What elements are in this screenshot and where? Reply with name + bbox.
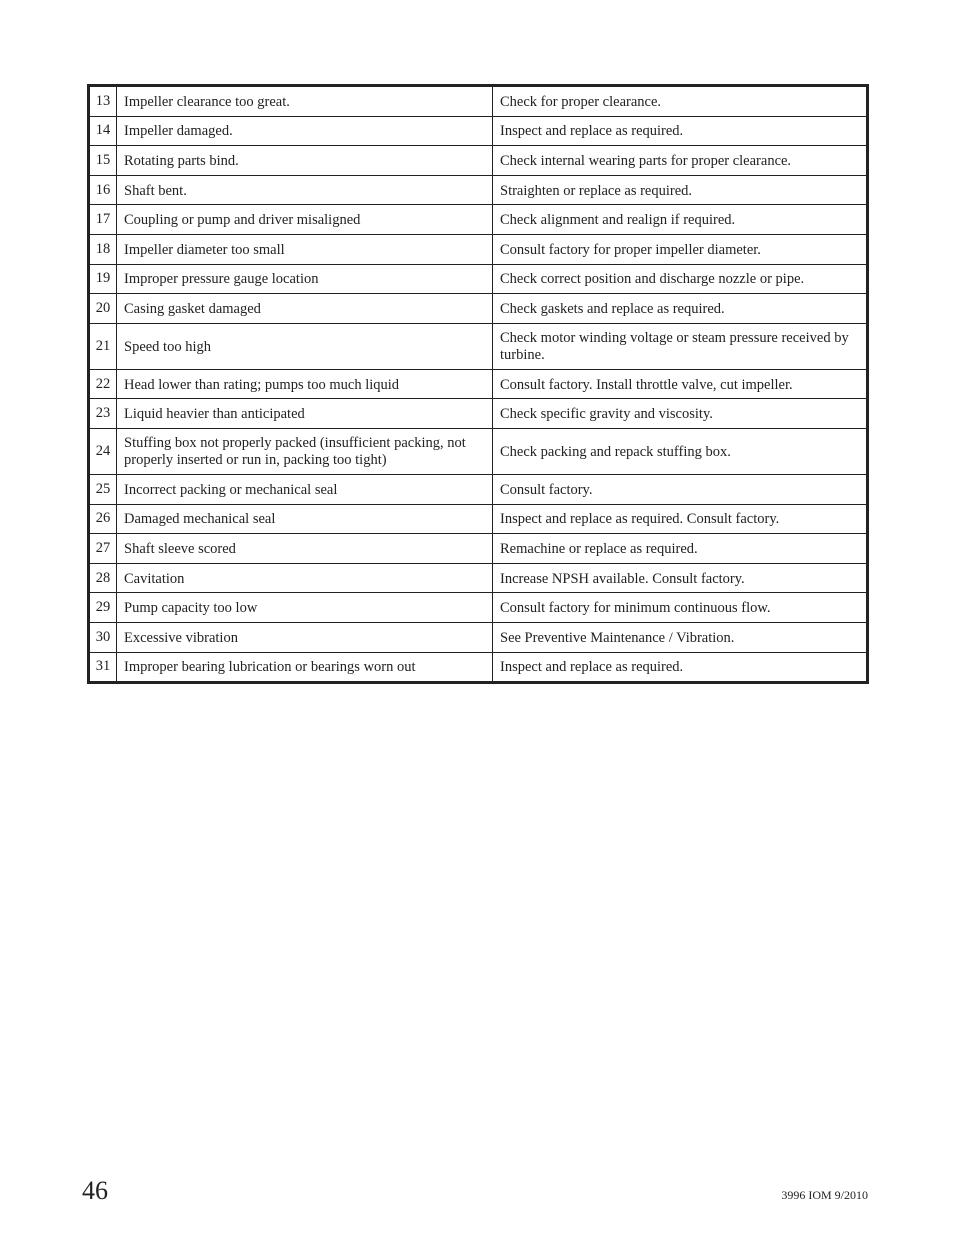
row-number: 13 <box>90 87 117 117</box>
cause-cell: Rotating parts bind. <box>117 146 493 176</box>
row-number: 31 <box>90 652 117 682</box>
cause-cell: Liquid heavier than anticipated <box>117 399 493 429</box>
remedy-cell: Check gaskets and replace as required. <box>493 294 867 324</box>
table-row <box>90 563 867 593</box>
table-row <box>90 369 867 399</box>
row-number: 23 <box>90 399 117 429</box>
cause-cell: Incorrect packing or mechanical seal <box>117 474 493 504</box>
table-row <box>90 205 867 235</box>
cause-cell: Coupling or pump and driver misaligned <box>117 205 493 235</box>
table-row <box>90 504 867 534</box>
cause-cell: Casing gasket damaged <box>117 294 493 324</box>
remedy-cell: Consult factory for proper impeller diameter. <box>493 234 867 264</box>
cause-cell: Head lower than rating; pumps too much liquid <box>117 369 493 399</box>
row-number: 24 <box>90 428 117 474</box>
remedy-cell: Check correct position and discharge nozzle or pipe. <box>493 264 867 294</box>
row-number: 28 <box>90 563 117 593</box>
table-row <box>90 116 867 146</box>
table-body <box>90 87 867 682</box>
row-number: 15 <box>90 146 117 176</box>
table-row <box>90 534 867 564</box>
remedy-cell: See Preventive Maintenance / Vibration. <box>493 622 867 652</box>
row-number: 21 <box>90 323 117 369</box>
table-row <box>90 294 867 324</box>
troubleshooting-table-grid <box>89 86 867 682</box>
row-number: 26 <box>90 504 117 534</box>
remedy-cell: Check for proper clearance. <box>493 87 867 117</box>
remedy-cell: Inspect and replace as required. Consult factory. <box>493 504 867 534</box>
remedy-cell: Consult factory for minimum continuous flow. <box>493 593 867 623</box>
cause-cell: Impeller damaged. <box>117 116 493 146</box>
table-row <box>90 146 867 176</box>
row-number: 30 <box>90 622 117 652</box>
table-row <box>90 87 867 117</box>
table-row <box>90 593 867 623</box>
remedy-cell: Inspect and replace as required. <box>493 116 867 146</box>
cause-cell: Improper pressure gauge location <box>117 264 493 294</box>
remedy-cell: Consult factory. <box>493 474 867 504</box>
cause-cell: Shaft sleeve scored <box>117 534 493 564</box>
row-number: 18 <box>90 234 117 264</box>
cause-cell: Pump capacity too low <box>117 593 493 623</box>
remedy-cell: Remachine or replace as required. <box>493 534 867 564</box>
table-row <box>90 234 867 264</box>
row-number: 19 <box>90 264 117 294</box>
row-number: 14 <box>90 116 117 146</box>
row-number: 29 <box>90 593 117 623</box>
row-number: 25 <box>90 474 117 504</box>
table-row <box>90 652 867 682</box>
table-row <box>90 323 867 369</box>
page-number: 46 <box>82 1176 108 1205</box>
troubleshooting-table <box>88 85 868 683</box>
table-row <box>90 622 867 652</box>
cause-cell: Excessive vibration <box>117 622 493 652</box>
cause-cell: Shaft bent. <box>117 175 493 205</box>
table-row <box>90 264 867 294</box>
table-row <box>90 399 867 429</box>
remedy-cell: Inspect and replace as required. <box>493 652 867 682</box>
remedy-cell: Straighten or replace as required. <box>493 175 867 205</box>
table-row <box>90 175 867 205</box>
remedy-cell: Check motor winding voltage or steam pressure received by turbine. <box>493 323 867 369</box>
cause-cell: Stuffing box not properly packed (insufficient packing, not properly inserted or run in, packing too tight) <box>117 428 493 474</box>
remedy-cell: Consult factory. Install throttle valve, cut impeller. <box>493 369 867 399</box>
row-number: 20 <box>90 294 117 324</box>
cause-cell: Speed too high <box>117 323 493 369</box>
row-number: 16 <box>90 175 117 205</box>
table-row <box>90 428 867 474</box>
cause-cell: Impeller clearance too great. <box>117 87 493 117</box>
row-number: 27 <box>90 534 117 564</box>
row-number: 22 <box>90 369 117 399</box>
document-id: 3996 IOM 9/2010 <box>781 1188 868 1202</box>
table-row <box>90 474 867 504</box>
remedy-cell: Check alignment and realign if required. <box>493 205 867 235</box>
remedy-cell: Check internal wearing parts for proper clearance. <box>493 146 867 176</box>
cause-cell: Impeller diameter too small <box>117 234 493 264</box>
cause-cell: Improper bearing lubrication or bearings worn out <box>117 652 493 682</box>
row-number: 17 <box>90 205 117 235</box>
cause-cell: Cavitation <box>117 563 493 593</box>
remedy-cell: Increase NPSH available. Consult factory. <box>493 563 867 593</box>
cause-cell: Damaged mechanical seal <box>117 504 493 534</box>
remedy-cell: Check specific gravity and viscosity. <box>493 399 867 429</box>
remedy-cell: Check packing and repack stuffing box. <box>493 428 867 474</box>
